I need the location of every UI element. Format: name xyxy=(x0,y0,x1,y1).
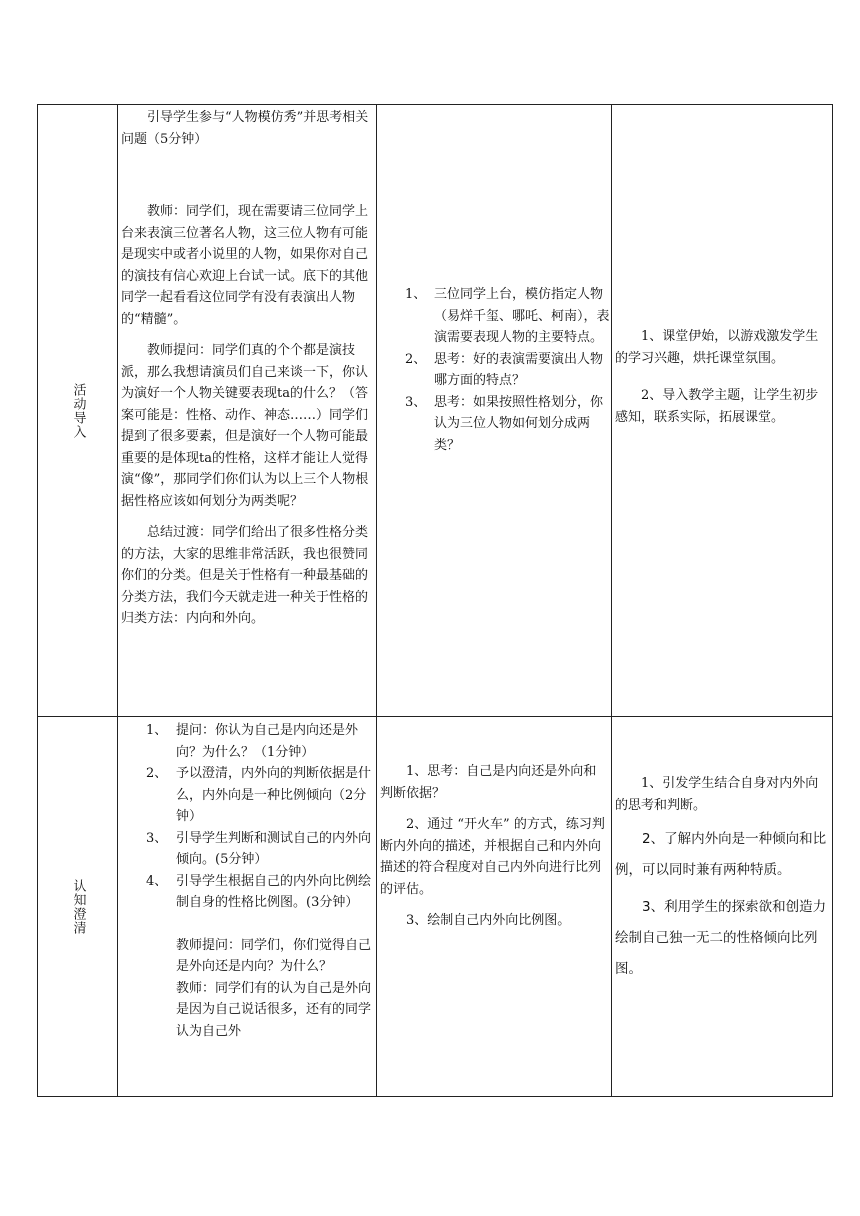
teacher-paragraph: 总结过渡：同学们给出了很多性格分类的方法，大家的思维非常活跃，我也很赞同你们的分类。但是关于性格有一种最基础的分类方法，我们今天就走进一种关于性格的归类方法：内向和外向。 xyxy=(121,525,369,626)
list-item: 3、 引导学生判断和测试自己的内外向倾向。(5分钟） xyxy=(146,830,372,867)
intent-paragraph: 2、导入教学主题，让学生初步感知，联系实际，拓展课堂。 xyxy=(615,388,819,425)
teacher-dialog: 教师：同学们有的认为自己是外向是因为自己说话很多，还有的同学认为自己外 xyxy=(176,980,372,1039)
teacher-intro: 引导学生参与“人物模仿秀”并思考相关问题（5分钟） xyxy=(121,110,369,147)
list-item: 2、 思考：好的表演需要演出人物哪方面的特点？ xyxy=(405,351,604,388)
teacher-dialog: 教师提问：同学们，你们觉得自己是外向还是内向？为什么？ xyxy=(176,937,372,974)
teacher-step-list xyxy=(118,720,376,914)
student-paragraph: 1、思考：自己是内向还是外向和判断依据？ xyxy=(380,764,597,801)
design-intent-cell xyxy=(612,105,833,717)
intent-paragraph: 3、利用学生的探索欲和创造力绘制自己独一无二的性格倾向比列图。 xyxy=(615,899,827,977)
student-activity-list xyxy=(377,284,611,456)
list-item: 2、 予以澄清，内外向的判断依据是什么，内外向是一种比例倾向（2分钟） xyxy=(146,766,372,824)
intent-paragraph: 1、引发学生结合自身对内外向的思考和判断。 xyxy=(615,776,819,813)
list-item: 1、 提问：你认为自己是内向还是外向？为什么？（1分钟） xyxy=(146,723,359,760)
student-paragraph: 2、通过 “开火车” 的方式，练习判断内外向的描述，并根据自己和内外向描述的符合程度对自己内外向进行比列的评估。 xyxy=(380,817,605,897)
teacher-paragraph: 教师提问：同学们真的个个都是演技派，那么我想请演员们自己来谈一下，你认为演好一个人物关键要表现ta的什么？（答案可能是：性格、动作、神态……）同学们提到了很多要素，但是演好一个人物可能最重要的是体现ta的性格，这样才能让人觉得演“像”，那同学们你们认为以上三个人物根据性格应该如何划分为两类呢？ xyxy=(121,343,369,509)
section-label: 活动导入 xyxy=(70,382,86,439)
intent-paragraph: 1、课堂伊始，以游戏激发学生的学习兴趣，烘托课堂氛围。 xyxy=(615,329,819,366)
list-item: 4、 引导学生根据自己的内外向比例绘制自身的性格比例图。(3分钟） xyxy=(146,873,372,910)
student-paragraph: 3、绘制自己内外向比例图。 xyxy=(406,913,571,928)
table-row-cognitive-clarification xyxy=(38,717,833,1097)
section-label: 认知澄清 xyxy=(70,878,86,935)
section-label-cell xyxy=(38,717,118,1097)
intent-paragraph: 2、了解内外向是一种倾向和比例，可以同时兼有两种特质。 xyxy=(615,831,827,878)
teacher-activity-cell xyxy=(118,105,377,717)
teacher-paragraph: 教师：同学们，现在需要请三位同学上台来表演三位著名人物，这三位人物有可能是现实中或者小说里的人物，如果你对自己的演技有信心欢迎上台试一试。底下的其他同学一起看看这位同学有没有表演出人物的“精髓”。 xyxy=(121,204,369,327)
table-row-activity-intro xyxy=(38,105,833,717)
section-label-cell xyxy=(38,105,118,717)
lesson-plan-table xyxy=(37,104,833,1097)
student-activity-cell xyxy=(377,717,612,1097)
student-activity-cell xyxy=(377,105,612,717)
teacher-activity-cell xyxy=(118,717,377,1097)
list-item: 1、 三位同学上台，模仿指定人物（易烊千玺、哪吒、柯南），表演需要表现人物的主要特点。 xyxy=(405,287,610,345)
design-intent-cell xyxy=(612,717,833,1097)
list-item: 3、 思考：如果按照性格划分，你认为三位人物如何划分成两类？ xyxy=(405,394,604,453)
